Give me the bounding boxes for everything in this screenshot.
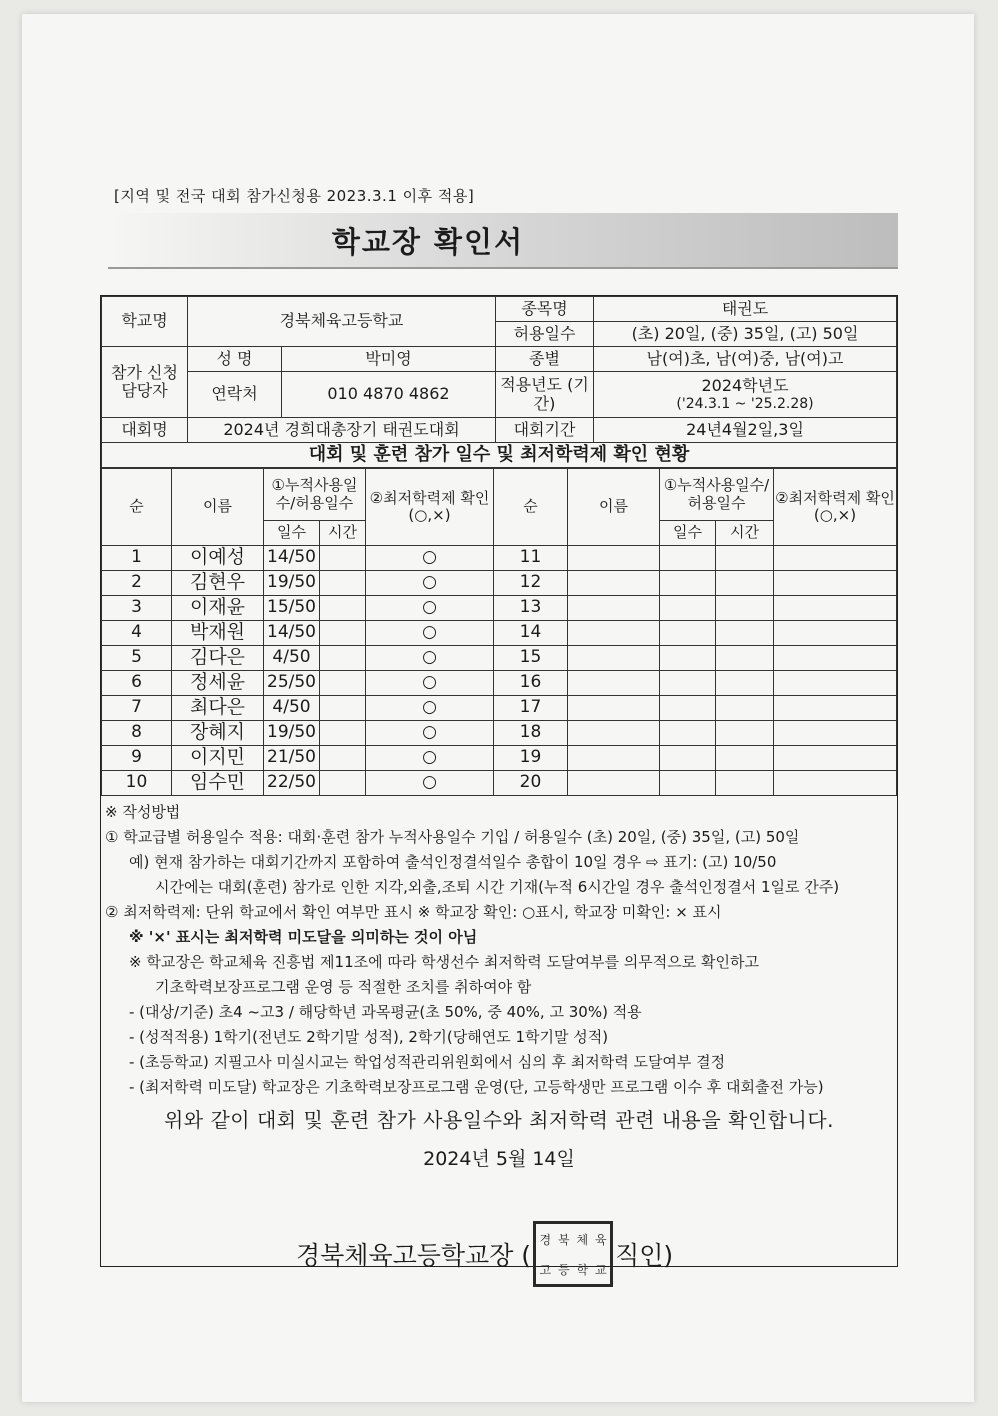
row-days: 22/50 bbox=[264, 771, 320, 796]
row-hours bbox=[320, 721, 366, 746]
name-label: 성 명 bbox=[188, 347, 282, 372]
note-item: ※ '×' 표시는 최저학력 미도달을 의미하는 것이 아님 bbox=[129, 928, 478, 946]
student-name-right bbox=[568, 771, 660, 796]
student-name-right bbox=[568, 546, 660, 571]
row-check-right bbox=[774, 771, 897, 796]
contest-value: 2024년 경희대총장기 태권도대회 bbox=[188, 418, 496, 443]
row-hours-right bbox=[716, 596, 774, 621]
row-hours-right bbox=[716, 721, 774, 746]
col-name: 이름 bbox=[172, 469, 264, 546]
row-hours bbox=[320, 671, 366, 696]
student-name: 최다은 bbox=[172, 696, 264, 721]
section-title: 대회 및 훈련 참가 일수 및 최저학력제 확인 현황 bbox=[102, 443, 897, 468]
table-row bbox=[102, 671, 897, 696]
student-name-right bbox=[568, 721, 660, 746]
note-item: - (대상/기준) 초4 ~고3 / 해당학년 과목평균(초 50%, 중 40%, 고 30%) 적용 bbox=[129, 1003, 642, 1021]
row-no-right: 20 bbox=[494, 771, 568, 796]
signature-name: 경북체육고등학교장 ( bbox=[296, 1241, 532, 1270]
row-no-right: 13 bbox=[494, 596, 568, 621]
year-value: 2024학년도 bbox=[701, 376, 789, 396]
row-no-right: 17 bbox=[494, 696, 568, 721]
row-hours-right bbox=[716, 746, 774, 771]
student-name: 장혜지 bbox=[172, 721, 264, 746]
gender-value: 남(여)초, 남(여)중, 남(여)고 bbox=[594, 347, 897, 372]
contest-label: 대회명 bbox=[102, 418, 188, 443]
year-period: ('24.3.1 ~ '25.2.28) bbox=[676, 395, 814, 412]
row-no: 7 bbox=[102, 696, 172, 721]
gender-label: 종별 bbox=[496, 347, 594, 372]
row-hours bbox=[320, 696, 366, 721]
row-hours-right bbox=[716, 646, 774, 671]
note-item: ※ 학교장은 학교체육 진흥법 제11조에 따라 학생선수 최저학력 도달여부를 의무적으로 확인하고 bbox=[129, 953, 759, 971]
date-text: 2024년 5월 14일 bbox=[423, 1148, 575, 1170]
col-days-right: 일수 bbox=[660, 521, 716, 546]
signature-line bbox=[296, 1221, 673, 1287]
seal-glyph: 체 bbox=[576, 1232, 589, 1247]
row-no: 6 bbox=[102, 671, 172, 696]
row-days-right bbox=[660, 546, 716, 571]
student-name-right bbox=[568, 671, 660, 696]
table-row bbox=[102, 621, 897, 646]
writing-notes bbox=[101, 796, 897, 1100]
row-check-right bbox=[774, 721, 897, 746]
row-check-right bbox=[774, 621, 897, 646]
student-name-right bbox=[568, 746, 660, 771]
contact-value: 010 4870 4862 bbox=[282, 372, 496, 418]
row-hours bbox=[320, 571, 366, 596]
row-hours bbox=[320, 621, 366, 646]
row-check-right bbox=[774, 671, 897, 696]
confirm-text: 위와 같이 대회 및 훈련 참가 사용일수와 최저학력 관련 내용을 확인합니다. bbox=[163, 1108, 835, 1132]
row-days-right bbox=[660, 746, 716, 771]
header-note: [지역 및 전국 대회 참가신청용 2023.3.1 이후 적용] bbox=[114, 187, 475, 205]
row-no-right: 19 bbox=[494, 746, 568, 771]
row-days: 14/50 bbox=[264, 546, 320, 571]
signature-suffix: 직인) bbox=[615, 1241, 674, 1270]
row-days: 21/50 bbox=[264, 746, 320, 771]
row-check: ○ bbox=[366, 621, 494, 646]
form-frame bbox=[100, 295, 898, 1277]
note-item: - (최저학력 미도달) 학교장은 기초학력보장프로그램 운영(단, 고등학생만 프로그램 이수 후 대회출전 가능) bbox=[129, 1078, 824, 1096]
page-title: 학교장 확인서 bbox=[331, 224, 525, 259]
school-label: 학교명 bbox=[102, 297, 188, 347]
period-value: 24년4월2일,3일 bbox=[594, 418, 897, 443]
col-no-right: 순 bbox=[494, 469, 568, 546]
row-check-right bbox=[774, 546, 897, 571]
seal-glyph: 고 bbox=[539, 1262, 552, 1277]
row-no: 4 bbox=[102, 621, 172, 646]
student-name: 김다은 bbox=[172, 646, 264, 671]
status-grid bbox=[101, 468, 897, 796]
row-days-right bbox=[660, 621, 716, 646]
row-check: ○ bbox=[366, 646, 494, 671]
row-no: 9 bbox=[102, 746, 172, 771]
table-row bbox=[102, 721, 897, 746]
row-no-right: 14 bbox=[494, 621, 568, 646]
row-check-right bbox=[774, 746, 897, 771]
row-hours bbox=[320, 746, 366, 771]
col-min-academic-right: ②최저학력제 확인(○,×) bbox=[774, 469, 897, 546]
row-check-right bbox=[774, 646, 897, 671]
row-no: 1 bbox=[102, 546, 172, 571]
row-hours-right bbox=[716, 546, 774, 571]
row-hours bbox=[320, 546, 366, 571]
student-name: 임수민 bbox=[172, 771, 264, 796]
row-check: ○ bbox=[366, 596, 494, 621]
official-seal bbox=[533, 1221, 613, 1287]
seal-glyph: 교 bbox=[595, 1262, 607, 1277]
allowed-label: 허용일수 bbox=[496, 322, 594, 347]
table-row bbox=[102, 571, 897, 596]
row-days-right bbox=[660, 771, 716, 796]
col-hours: 시간 bbox=[320, 521, 366, 546]
table-row bbox=[102, 746, 897, 771]
row-no-right: 16 bbox=[494, 671, 568, 696]
student-name: 이지민 bbox=[172, 746, 264, 771]
manager-label: 참가 신청 담당자 bbox=[102, 347, 188, 418]
row-check: ○ bbox=[366, 671, 494, 696]
row-no: 5 bbox=[102, 646, 172, 671]
student-name: 이예성 bbox=[172, 546, 264, 571]
student-name: 김현우 bbox=[172, 571, 264, 596]
row-check: ○ bbox=[366, 721, 494, 746]
col-hours-right: 시간 bbox=[716, 521, 774, 546]
col-cumulative: ①누적사용일수/허용일수 bbox=[264, 469, 366, 521]
row-check: ○ bbox=[366, 696, 494, 721]
note-heading: ※ 작성방법 bbox=[105, 803, 181, 821]
row-days-right bbox=[660, 671, 716, 696]
sport-value: 태권도 bbox=[594, 297, 897, 322]
note-item: ② 최저학력제: 단위 학교에서 확인 여부만 표시 ※ 학교장 확인: ○표시, 학교장 미확인: × 표시 bbox=[105, 903, 722, 921]
note-item: - (초등학교) 지필고사 미실시교는 학업성적관리위원회에서 심의 후 최저학력 도달여부 결정 bbox=[129, 1053, 726, 1071]
row-no-right: 12 bbox=[494, 571, 568, 596]
row-hours-right bbox=[716, 671, 774, 696]
table-row bbox=[102, 771, 897, 796]
note-item: - (성적적용) 1학기(전년도 2학기말 성적), 2학기(당해연도 1학기말 성적) bbox=[129, 1028, 609, 1046]
student-name: 박재원 bbox=[172, 621, 264, 646]
row-days: 25/50 bbox=[264, 671, 320, 696]
col-cumulative-right: ①누적사용일수/허용일수 bbox=[660, 469, 774, 521]
row-check: ○ bbox=[366, 771, 494, 796]
row-days: 14/50 bbox=[264, 621, 320, 646]
student-name-right bbox=[568, 696, 660, 721]
row-days: 4/50 bbox=[264, 646, 320, 671]
row-check: ○ bbox=[366, 546, 494, 571]
student-name: 정세윤 bbox=[172, 671, 264, 696]
year-label: 적용년도 (기간) bbox=[496, 372, 594, 418]
col-no: 순 bbox=[102, 469, 172, 546]
student-name-right bbox=[568, 571, 660, 596]
student-name-right bbox=[568, 621, 660, 646]
seal-glyph: 등 bbox=[558, 1262, 570, 1277]
col-days: 일수 bbox=[264, 521, 320, 546]
row-hours bbox=[320, 771, 366, 796]
row-no: 10 bbox=[102, 771, 172, 796]
row-hours-right bbox=[716, 771, 774, 796]
student-name-right bbox=[568, 646, 660, 671]
row-no: 2 bbox=[102, 571, 172, 596]
table-row bbox=[102, 646, 897, 671]
contact-label: 연락처 bbox=[188, 372, 282, 418]
school-value: 경북체육고등학교 bbox=[188, 297, 496, 347]
row-no-right: 18 bbox=[494, 721, 568, 746]
row-hours bbox=[320, 596, 366, 621]
row-check-right bbox=[774, 696, 897, 721]
note-item: 기초학력보장프로그램 운영 등 적절한 조치를 취하여야 함 bbox=[155, 978, 532, 996]
row-days: 15/50 bbox=[264, 596, 320, 621]
row-days-right bbox=[660, 596, 716, 621]
table-row bbox=[102, 546, 897, 571]
name-value: 박미영 bbox=[282, 347, 496, 372]
seal-glyph: 육 bbox=[595, 1232, 607, 1247]
student-name: 이재윤 bbox=[172, 596, 264, 621]
table-row bbox=[102, 596, 897, 621]
row-check-right bbox=[774, 571, 897, 596]
allowed-value: (초) 20일, (중) 35일, (고) 50일 bbox=[594, 322, 897, 347]
note-item: 시간에는 대회(훈련) 참가로 인한 지각,외출,조퇴 시간 기재(누적 6시간일 경우 출석인정결서 1일로 간주) bbox=[155, 878, 840, 896]
seal-glyph: 학 bbox=[576, 1262, 589, 1277]
row-days: 4/50 bbox=[264, 696, 320, 721]
row-check: ○ bbox=[366, 746, 494, 771]
row-no-right: 11 bbox=[494, 546, 568, 571]
year-cell bbox=[594, 372, 897, 418]
col-name-right: 이름 bbox=[568, 469, 660, 546]
period-label: 대회기간 bbox=[496, 418, 594, 443]
row-days-right bbox=[660, 696, 716, 721]
row-days: 19/50 bbox=[264, 571, 320, 596]
seal-glyph: 북 bbox=[558, 1232, 570, 1247]
row-days-right bbox=[660, 646, 716, 671]
col-min-academic: ②최저학력제 확인(○,×) bbox=[366, 469, 494, 546]
row-hours-right bbox=[716, 696, 774, 721]
row-days-right bbox=[660, 571, 716, 596]
note-item: 예) 현재 참가하는 대회기간까지 포함하여 출석인정결석일수 총합이 10일 경우 ⇨ 표기: (고) 10/50 bbox=[129, 853, 777, 871]
row-hours-right bbox=[716, 571, 774, 596]
row-check-right bbox=[774, 596, 897, 621]
row-no-right: 15 bbox=[494, 646, 568, 671]
title-bar bbox=[108, 213, 898, 269]
info-table bbox=[101, 296, 897, 468]
row-hours bbox=[320, 646, 366, 671]
table-row bbox=[102, 696, 897, 721]
seal-glyph: 경 bbox=[539, 1232, 552, 1247]
row-days: 19/50 bbox=[264, 721, 320, 746]
row-days-right bbox=[660, 721, 716, 746]
row-no: 8 bbox=[102, 721, 172, 746]
sport-label: 종목명 bbox=[496, 297, 594, 322]
row-check: ○ bbox=[366, 571, 494, 596]
row-hours-right bbox=[716, 621, 774, 646]
row-no: 3 bbox=[102, 596, 172, 621]
note-item: ① 학교급별 허용일수 적용: 대회·훈련 참가 누적사용일수 기입 / 허용일수 (초) 20일, (중) 35일, (고) 50일 bbox=[105, 828, 800, 846]
student-name-right bbox=[568, 596, 660, 621]
